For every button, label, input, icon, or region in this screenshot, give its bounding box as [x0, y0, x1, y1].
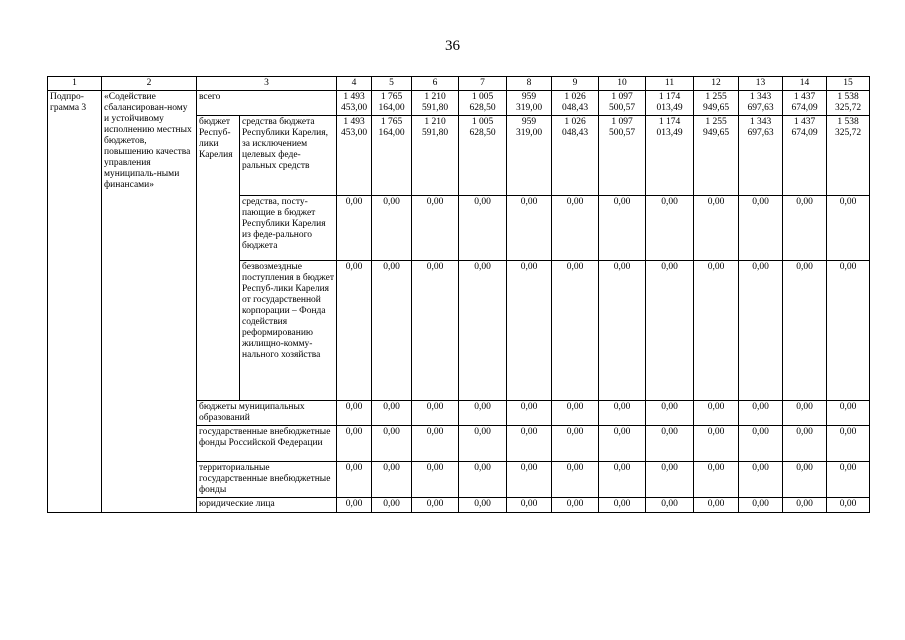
- column-header: 6: [412, 77, 459, 91]
- value-cell: 0,00: [599, 498, 646, 513]
- value-cell: 1 255 949,65: [694, 116, 739, 196]
- value-cell: 0,00: [694, 196, 739, 261]
- value-cell: 0,00: [412, 498, 459, 513]
- value-cell: 0,00: [372, 426, 412, 462]
- row-label: территориальные государственные внебюджетные фонды: [197, 462, 337, 498]
- row-label: бюджеты муниципальных образований: [197, 401, 337, 426]
- value-cell: 0,00: [646, 426, 694, 462]
- value-cell: 0,00: [646, 498, 694, 513]
- row-label: средства бюджета Республики Карелия, за исключением целевых феде-ральных средств: [240, 116, 337, 196]
- value-cell: 1 343 697,63: [739, 116, 783, 196]
- value-cell: 0,00: [507, 261, 552, 401]
- value-cell: 0,00: [694, 498, 739, 513]
- value-cell: 1 765 164,00: [372, 116, 412, 196]
- value-cell: 1 343 697,63: [739, 91, 783, 116]
- value-cell: 0,00: [459, 462, 507, 498]
- value-cell: 0,00: [694, 426, 739, 462]
- value-cell: 0,00: [646, 261, 694, 401]
- value-cell: 0,00: [459, 426, 507, 462]
- value-cell: 0,00: [459, 401, 507, 426]
- value-cell: 0,00: [337, 462, 372, 498]
- value-cell: 1 174 013,49: [646, 116, 694, 196]
- value-cell: 0,00: [783, 462, 827, 498]
- value-cell: 0,00: [827, 498, 870, 513]
- program-name: «Содействие сбалансирован-ному и устойчивому исполнению местных бюджетов, повышению качества управления муниципаль-ными финансами»: [102, 91, 197, 513]
- row-label: государственные внебюджетные фонды Российской Федерации: [197, 426, 337, 462]
- value-cell: 0,00: [739, 498, 783, 513]
- value-cell: 0,00: [337, 261, 372, 401]
- value-cell: 0,00: [507, 426, 552, 462]
- budget-table: [47, 76, 870, 513]
- value-cell: 1 493 453,00: [337, 116, 372, 196]
- column-header: 13: [739, 77, 783, 91]
- value-cell: 0,00: [827, 462, 870, 498]
- value-cell: 959 319,00: [507, 116, 552, 196]
- program-code: Подпро-грамма 3: [48, 91, 102, 513]
- column-header: 7: [459, 77, 507, 91]
- value-cell: 0,00: [694, 462, 739, 498]
- value-cell: 0,00: [783, 498, 827, 513]
- value-cell: 0,00: [739, 401, 783, 426]
- value-cell: 0,00: [694, 261, 739, 401]
- table-row: [48, 91, 870, 116]
- value-cell: 1 026 048,43: [552, 116, 599, 196]
- value-cell: 0,00: [599, 401, 646, 426]
- value-cell: 0,00: [827, 426, 870, 462]
- value-cell: 1 210 591,80: [412, 91, 459, 116]
- value-cell: 0,00: [783, 196, 827, 261]
- value-cell: 0,00: [552, 196, 599, 261]
- row-label: всего: [197, 91, 337, 116]
- header-row: [48, 77, 870, 91]
- value-cell: 0,00: [372, 196, 412, 261]
- value-cell: 0,00: [507, 196, 552, 261]
- value-cell: 1 026 048,43: [552, 91, 599, 116]
- value-cell: 0,00: [412, 401, 459, 426]
- value-cell: 1 493 453,00: [337, 91, 372, 116]
- value-cell: 0,00: [412, 196, 459, 261]
- value-cell: 0,00: [783, 401, 827, 426]
- value-cell: 0,00: [337, 426, 372, 462]
- column-header: 9: [552, 77, 599, 91]
- value-cell: 1 437 674,09: [783, 91, 827, 116]
- column-header: 5: [372, 77, 412, 91]
- column-header: 15: [827, 77, 870, 91]
- value-cell: 0,00: [412, 261, 459, 401]
- value-cell: 0,00: [337, 196, 372, 261]
- page-number: 36: [445, 38, 460, 54]
- value-cell: 1 097 500,57: [599, 116, 646, 196]
- value-cell: 1 005 628,50: [459, 91, 507, 116]
- value-cell: 0,00: [337, 401, 372, 426]
- value-cell: 0,00: [646, 401, 694, 426]
- column-header: 3: [197, 77, 337, 91]
- value-cell: 1 174 013,49: [646, 91, 694, 116]
- value-cell: 1 437 674,09: [783, 116, 827, 196]
- value-cell: 0,00: [783, 426, 827, 462]
- column-header: 4: [337, 77, 372, 91]
- row-label: средства, посту-пающие в бюджет Республики Карелия из феде-рального бюджета: [240, 196, 337, 261]
- column-header: 10: [599, 77, 646, 91]
- column-header: 8: [507, 77, 552, 91]
- value-cell: 0,00: [552, 401, 599, 426]
- value-cell: 0,00: [412, 426, 459, 462]
- value-cell: 0,00: [459, 498, 507, 513]
- value-cell: 0,00: [827, 401, 870, 426]
- value-cell: 0,00: [827, 196, 870, 261]
- value-cell: 0,00: [372, 498, 412, 513]
- value-cell: 0,00: [599, 462, 646, 498]
- column-header: 2: [102, 77, 197, 91]
- value-cell: 0,00: [739, 426, 783, 462]
- value-cell: 0,00: [739, 462, 783, 498]
- value-cell: 0,00: [459, 196, 507, 261]
- column-header: 14: [783, 77, 827, 91]
- column-header: 1: [48, 77, 102, 91]
- value-cell: 1 765 164,00: [372, 91, 412, 116]
- value-cell: 0,00: [739, 196, 783, 261]
- value-cell: 1 005 628,50: [459, 116, 507, 196]
- value-cell: 1 255 949,65: [694, 91, 739, 116]
- value-cell: 0,00: [372, 462, 412, 498]
- value-cell: 0,00: [412, 462, 459, 498]
- budget-rk-label: бюджет Респуб-лики Карелия: [197, 116, 240, 401]
- column-header: 12: [694, 77, 739, 91]
- value-cell: 0,00: [783, 261, 827, 401]
- column-header: 11: [646, 77, 694, 91]
- value-cell: 1 097 500,57: [599, 91, 646, 116]
- value-cell: 0,00: [552, 426, 599, 462]
- value-cell: 1 210 591,80: [412, 116, 459, 196]
- value-cell: 0,00: [507, 498, 552, 513]
- value-cell: 0,00: [599, 426, 646, 462]
- value-cell: 0,00: [599, 196, 646, 261]
- value-cell: 959 319,00: [507, 91, 552, 116]
- row-label: юридические лица: [197, 498, 337, 513]
- value-cell: 0,00: [459, 261, 507, 401]
- value-cell: 1 538 325,72: [827, 91, 870, 116]
- value-cell: 0,00: [739, 261, 783, 401]
- row-label: безвозмездные поступления в бюджет Респуб-лики Карелия от государственной корпорации – Фонда содействия реформированию жилищно-комму-нального хозяйства: [240, 261, 337, 401]
- value-cell: 0,00: [827, 261, 870, 401]
- value-cell: 0,00: [337, 498, 372, 513]
- value-cell: 0,00: [507, 401, 552, 426]
- value-cell: 0,00: [507, 462, 552, 498]
- value-cell: 0,00: [694, 401, 739, 426]
- value-cell: 0,00: [646, 196, 694, 261]
- value-cell: 1 538 325,72: [827, 116, 870, 196]
- value-cell: 0,00: [646, 462, 694, 498]
- value-cell: 0,00: [552, 261, 599, 401]
- value-cell: 0,00: [552, 498, 599, 513]
- value-cell: 0,00: [372, 261, 412, 401]
- value-cell: 0,00: [599, 261, 646, 401]
- value-cell: 0,00: [552, 462, 599, 498]
- value-cell: 0,00: [372, 401, 412, 426]
